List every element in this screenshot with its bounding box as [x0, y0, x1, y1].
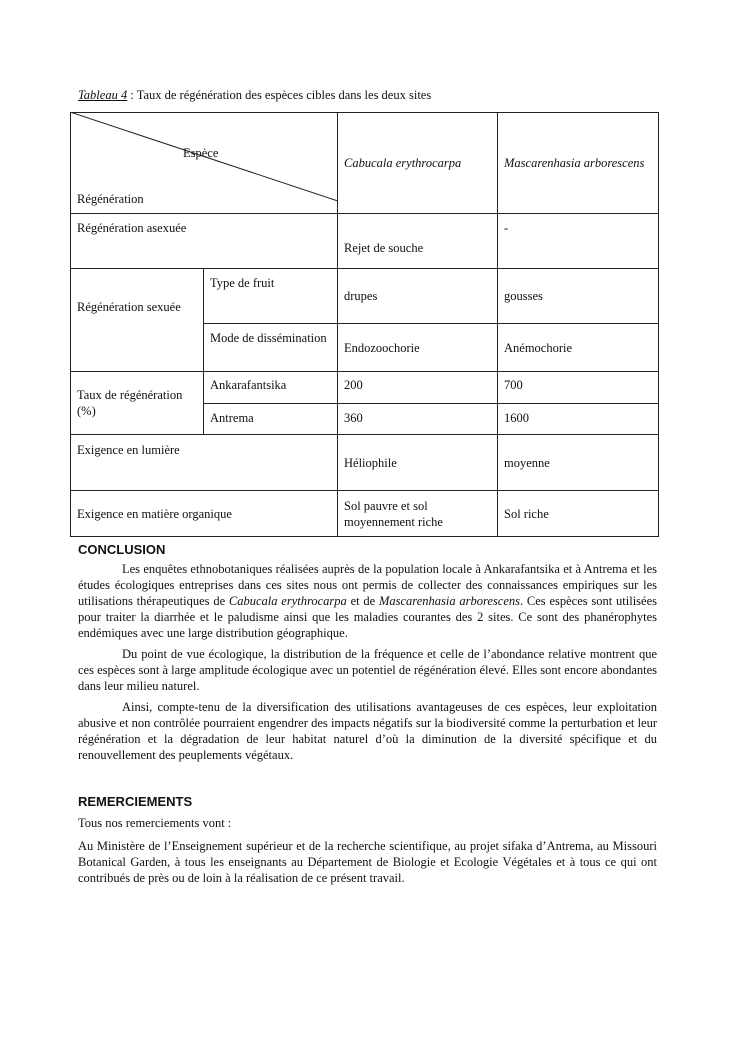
row-label-organique: Exigence en matière organique — [71, 491, 338, 537]
conclusion-paragraph-1 — [78, 561, 657, 641]
conclusion-p1-species-1: Cabucala erythrocarpa — [228, 594, 347, 608]
cell-mode-1: Endozoochorie — [338, 324, 498, 372]
header-regeneration: Régénération — [77, 192, 144, 206]
cell-site2-2: 1600 — [498, 404, 659, 435]
cell-mode-2: Anémochorie — [498, 324, 659, 372]
table-header-row — [71, 113, 659, 214]
conclusion-p1-species-2: Mascarenhasia arborescens — [378, 594, 521, 608]
regeneration-table — [70, 112, 659, 537]
conclusion-p1-text-c: . Ces espèces sont utilisées pour traiter la diarrhée et le paludisme ainsi que les maladies courantes des 2 sites. Ce sont des phanérophytes endémiques avec une large distribution géographique. — [78, 594, 657, 640]
conclusion-paragraph-2: Du point de vue écologique, la distribution de la fréquence et celle de l’abondance relative montrent que ces espèces sont à large amplitude écologique avec un potentiel de régénération élevé. Elles sont encore abondantes dans leur milieu naturel. — [78, 647, 657, 693]
cell-fruit-1: drupes — [338, 269, 498, 324]
row-label-asexuee: Régénération asexuée — [71, 214, 338, 269]
table-caption-label: Tableau 4 — [78, 88, 128, 102]
table-row — [71, 269, 659, 324]
species-2-name: Mascarenhasia arborescens — [504, 156, 645, 170]
cell-site2-1: 360 — [338, 404, 498, 435]
remerciements-section — [78, 794, 657, 891]
sub-label-site1: Ankarafantsika — [204, 372, 338, 404]
sub-label-type-fruit: Type de fruit — [204, 269, 338, 324]
cell-lumiere-1: Héliophile — [338, 435, 498, 491]
row-label-sexuee: Régénération sexuée — [71, 269, 204, 372]
species-2-header — [498, 113, 659, 214]
cell-organique-1: Sol pauvre et sol moyennement riche — [338, 491, 498, 537]
conclusion-p1-text-b: et de — [346, 594, 379, 608]
table-row — [71, 372, 659, 404]
remerciements-paragraph-2: Au Ministère de l’Enseignement supérieur et de la recherche scientifique, au projet sifaka d’Antrema, au Missouri Botanical Garden, à tous les enseignants au Département de Biologie et Ecologie Végétales et à tous ce qui ont contribués de près ou de loin à la réalisation de ce présent travail. — [78, 839, 657, 885]
conclusion-paragraph-3: Ainsi, compte-tenu de la diversification des utilisations avantageuses de ces espèces, leur exploitation abusive et non contrôlée pourraient engendrer des impacts négatifs sur la biodiversité comme la perturbation et leur régénération et la dégradation de leur habitat naturel d’où la diminution de la diversité spécifique et du renouvellement des peuplements végétaux. — [78, 700, 657, 762]
conclusion-p1-text-a: Les enquêtes ethnobotaniques réalisées auprès de la population locale à Ankarafantsika et à Antrema et les études écologiques entreprises dans ces sites nous ont permis de collecter des connaissances empiriques sur les utilisations thérapeutiques de — [78, 562, 657, 608]
cell-fruit-2: gousses — [498, 269, 659, 324]
cell-site1-2: 700 — [498, 372, 659, 404]
diagonal-header-cell — [71, 113, 338, 214]
cell-lumiere-2: moyenne — [498, 435, 659, 491]
header-espece: Espèce — [183, 146, 219, 160]
table-row — [71, 491, 659, 537]
conclusion-section — [78, 542, 657, 768]
cell-organique-2: Sol riche — [498, 491, 659, 537]
cell-asexuee-2: - — [498, 214, 659, 269]
species-1-name: Cabucala erythrocarpa — [344, 156, 462, 170]
table-row — [71, 435, 659, 491]
sub-label-mode: Mode de dissémination — [204, 324, 338, 372]
remerciements-heading: REMERCIEMENTS — [78, 794, 193, 809]
row-label-lumiere: Exigence en lumière — [71, 435, 338, 491]
cell-asexuee-1: Rejet de souche — [338, 214, 498, 269]
conclusion-heading: CONCLUSION — [78, 542, 166, 557]
species-1-header — [338, 113, 498, 214]
sub-label-site2: Antrema — [204, 404, 338, 435]
cell-site1-1: 200 — [338, 372, 498, 404]
table-row — [71, 214, 659, 269]
remerciements-paragraph-1: Tous nos remerciements vont : — [78, 816, 232, 830]
row-label-taux: Taux de régénération (%) — [71, 372, 204, 435]
table-caption — [78, 88, 431, 103]
table-caption-text: : Taux de régénération des espèces cibles dans les deux sites — [127, 88, 432, 102]
